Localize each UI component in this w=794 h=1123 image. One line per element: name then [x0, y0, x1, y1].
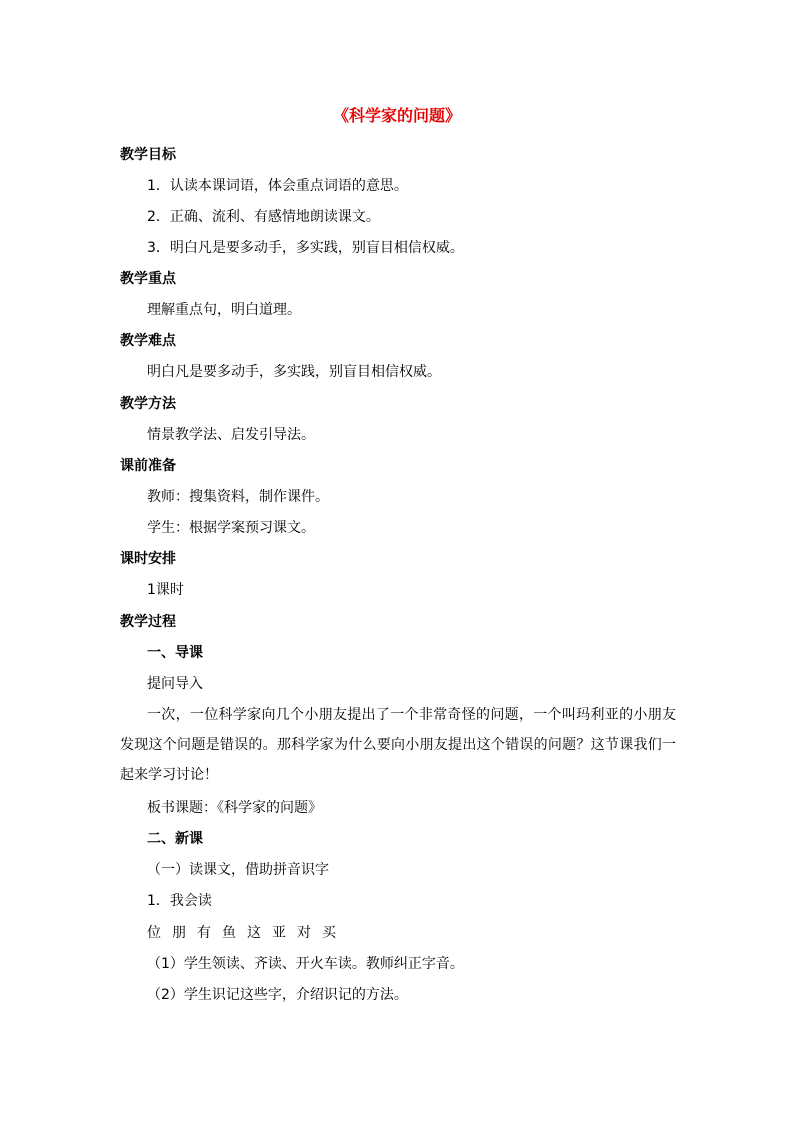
section-heading-prep: 课前准备 — [120, 458, 176, 474]
char-1: 位 — [147, 925, 161, 941]
part1-heading: 一、导课 — [147, 645, 203, 661]
char-7: 对 — [297, 925, 311, 941]
part1-board-text: 板书课题：《科学家的问题》 — [147, 800, 322, 816]
part2-heading: 二、新课 — [147, 831, 203, 847]
char-6: 亚 — [272, 925, 286, 941]
character-list — [147, 922, 347, 944]
section-heading-key: 教学重点 — [120, 271, 176, 287]
char-8: 买 — [322, 925, 336, 941]
char-3: 有 — [197, 925, 211, 941]
part2-item1: 1．我会读 — [147, 893, 212, 909]
document-title: 《科学家的问题》 — [332, 106, 461, 125]
char-2: 朋 — [172, 925, 186, 941]
section-heading-goals: 教学目标 — [120, 147, 176, 163]
part2-step1: （1）学生领读、齐读、开火车读。教师纠正字音。 — [147, 956, 464, 972]
part1-paragraph: 一次，一位科学家向几个小朋友提出了一个非常奇怪的问题，一个叫玛利亚的小朋友发现这个问题是错误的。那科学家为什么要向小朋友提出这个错误的问题？这节课我们一起来学习讨论！ — [120, 707, 676, 783]
prep-teacher-text: 教师：搜集资料，制作课件。 — [147, 489, 329, 505]
key-text: 理解重点句，明白道理。 — [147, 302, 301, 318]
part2-subheading: （一）读课文，借助拼音识字 — [147, 862, 329, 878]
section-heading-schedule: 课时安排 — [120, 551, 176, 567]
prep-student-text: 学生：根据学案预习课文。 — [147, 520, 315, 536]
char-5: 这 — [247, 925, 261, 941]
goal-item-2: 2．正确、流利、有感情地朗读课文。 — [147, 209, 380, 225]
goal-item-3: 3．明白凡是要多动手，多实践，别盲目相信权威。 — [147, 240, 464, 256]
goal-item-1: 1．认读本课词语，体会重点词语的意思。 — [147, 178, 408, 194]
section-heading-method: 教学方法 — [120, 396, 176, 412]
difficulty-text: 明白凡是要多动手，多实践，别盲目相信权威。 — [147, 364, 441, 380]
part1-subheading: 提问导入 — [147, 676, 203, 692]
section-heading-process: 教学过程 — [120, 614, 176, 630]
section-heading-difficulty: 教学难点 — [120, 333, 176, 349]
part2-step2: （2）学生识记这些字，介绍识记的方法。 — [147, 987, 408, 1003]
method-text: 情景教学法、启发引导法。 — [147, 427, 315, 443]
schedule-text: 1课时 — [147, 582, 184, 598]
char-4: 鱼 — [222, 925, 236, 941]
